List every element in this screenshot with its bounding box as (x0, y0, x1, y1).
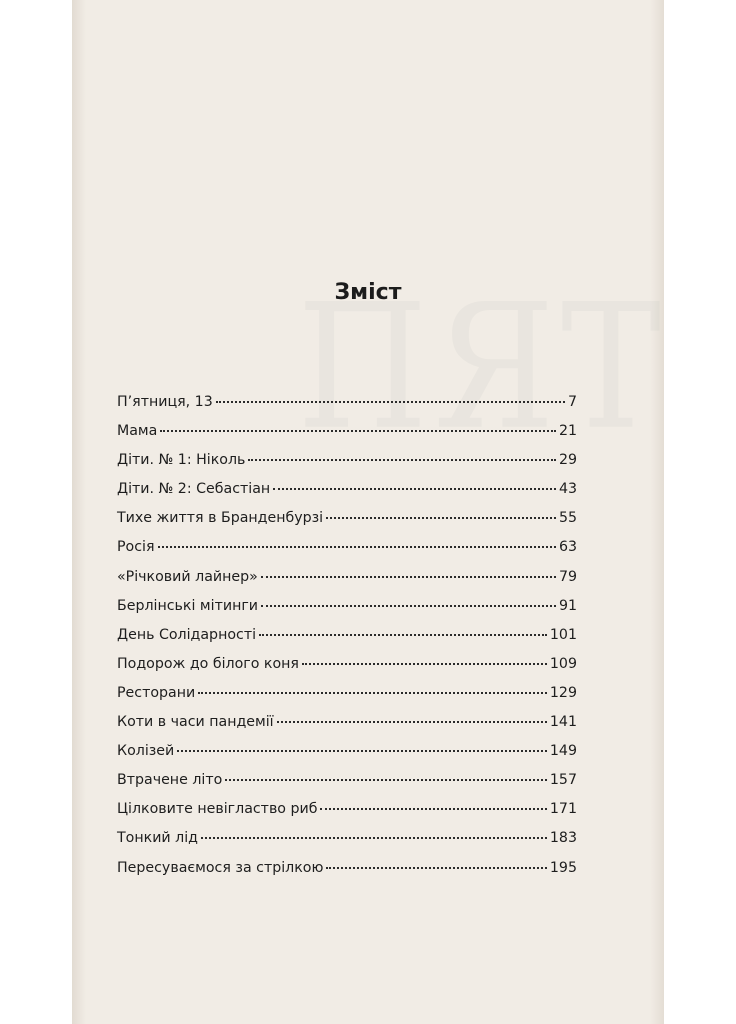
toc-entry-title: Росія (117, 539, 155, 556)
toc-entry-title: Коти в часи пандемії (117, 714, 274, 731)
dot-leader (261, 605, 556, 607)
toc-entry[interactable] (117, 452, 577, 481)
toc-entry[interactable] (117, 685, 577, 714)
toc-entry[interactable] (117, 656, 577, 685)
dot-leader (198, 692, 547, 694)
dot-leader (177, 750, 547, 752)
toc-entry-page-number: 171 (549, 801, 577, 818)
toc-entry-title: Подорож до білого коня (117, 655, 299, 672)
toc-entry-page-number: 129 (549, 684, 577, 701)
toc-entry[interactable] (117, 860, 577, 889)
toc-entry[interactable] (117, 801, 577, 830)
toc-entry[interactable] (117, 772, 577, 801)
toc-entry-title: Мама (117, 423, 158, 440)
dot-leader (158, 546, 556, 548)
page-edge-shadow-right (650, 0, 664, 1024)
toc-list (117, 394, 577, 889)
dot-leader (326, 517, 556, 519)
toc-entry-title: П’ятниця, 13 (117, 394, 213, 410)
dot-leader (201, 837, 547, 839)
toc-entry[interactable] (117, 423, 577, 452)
toc-entry[interactable] (117, 569, 577, 598)
dot-leader (160, 430, 556, 432)
toc-entry-title: Колізей (117, 743, 175, 760)
dot-leader (259, 634, 547, 636)
toc-entry-title: Берлінські мітинги (117, 597, 259, 614)
toc-entry[interactable] (117, 627, 577, 656)
toc-entry[interactable] (117, 510, 577, 539)
toc-entry-title: Пересуваємося за стрілкою (117, 859, 324, 876)
toc-entry-page-number: 29 (558, 452, 577, 469)
toc-entry-title: Тихе життя в Бранденбурзі (117, 510, 324, 527)
toc-entry-page-number: 7 (567, 394, 577, 410)
toc-entry-page-number: 157 (549, 772, 577, 789)
book-page (72, 0, 664, 1024)
toc-entry[interactable] (117, 743, 577, 772)
toc-entry[interactable] (117, 394, 577, 423)
toc-entry[interactable] (117, 830, 577, 859)
toc-entry-title: «Річковий лайнер» (117, 568, 258, 585)
toc-entry[interactable] (117, 714, 577, 743)
toc-entry-title: День Солідарності (117, 626, 257, 643)
toc-entry-page-number: 91 (558, 597, 577, 614)
dot-leader (216, 401, 565, 403)
page-edge-shadow-left (72, 0, 86, 1024)
toc-entry-title: Ресторани (117, 684, 196, 701)
toc-entry-title: Цілковите невігластво риб (117, 801, 318, 818)
toc-entry-title: Втрачене літо (117, 772, 223, 789)
toc-entry-page-number: 43 (558, 481, 577, 498)
dot-leader (273, 488, 556, 490)
toc-title: Зміст (334, 280, 402, 305)
toc-entry-title: Діти. № 1: Ніколь (117, 452, 246, 469)
dot-leader (302, 663, 547, 665)
toc-entry-page-number: 109 (549, 655, 577, 672)
toc-entry-page-number: 63 (558, 539, 577, 556)
dot-leader (248, 459, 556, 461)
dot-leader (261, 576, 556, 578)
dot-leader (225, 779, 547, 781)
dot-leader (277, 721, 547, 723)
toc-entry-page-number: 21 (558, 423, 577, 440)
toc-entry-page-number: 183 (549, 830, 577, 847)
toc-entry[interactable] (117, 481, 577, 510)
toc-entry-title: Тонкий лід (117, 830, 198, 847)
toc-entry[interactable] (117, 539, 577, 568)
dot-leader (326, 867, 546, 869)
toc-entry-page-number: 101 (549, 626, 577, 643)
toc-entry-page-number: 195 (549, 859, 577, 876)
toc-entry-title: Діти. № 2: Себастіан (117, 481, 271, 498)
toc-entry-page-number: 55 (558, 510, 577, 527)
toc-entry-page-number: 149 (549, 743, 577, 760)
toc-entry-page-number: 141 (549, 714, 577, 731)
toc-entry-page-number: 79 (558, 568, 577, 585)
toc-entry[interactable] (117, 598, 577, 627)
dot-leader (320, 808, 546, 810)
